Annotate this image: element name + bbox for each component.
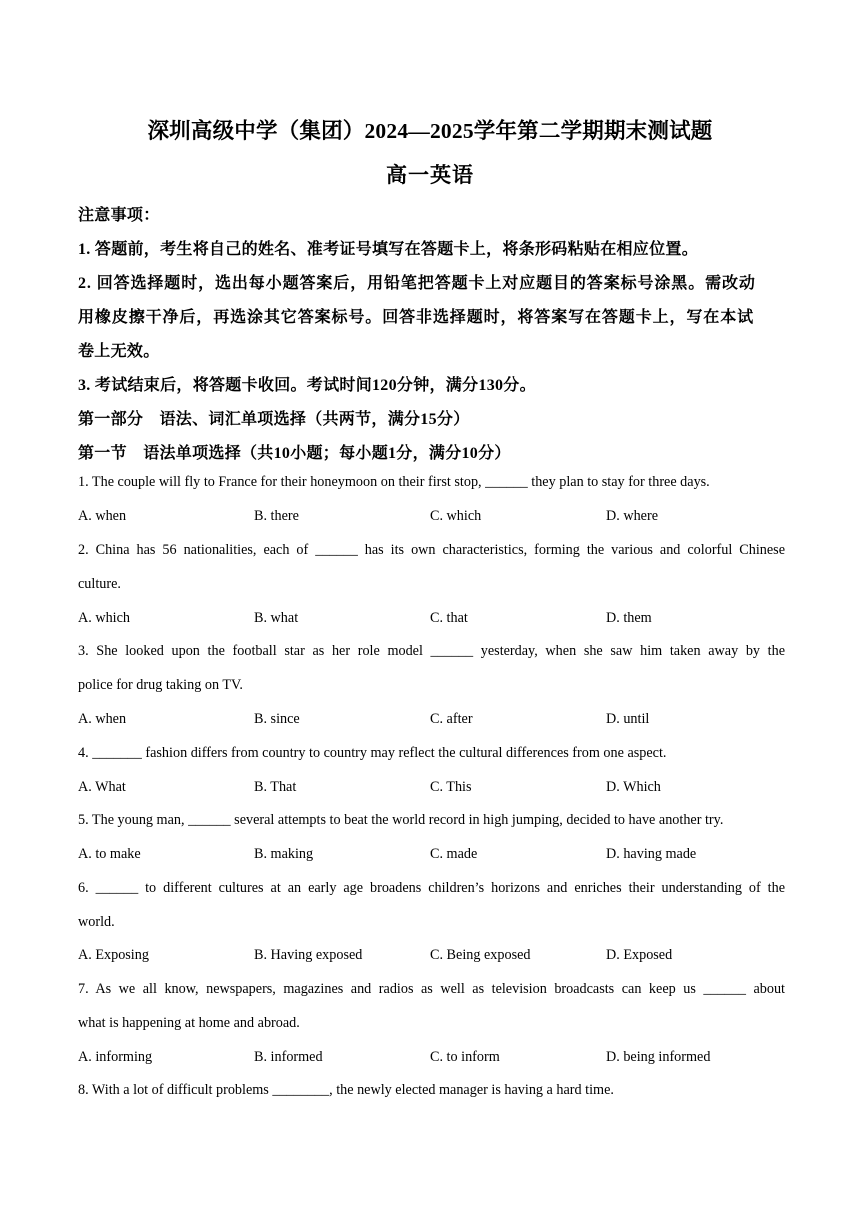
option-c: C. that (430, 610, 468, 626)
notes-heading: 注意事项： (78, 207, 160, 224)
option-a: A. Exposing (78, 947, 149, 963)
question-stem: 6. ______ to different cultures at an early age broadens children’s horizons and enriches their understanding of the (78, 880, 785, 896)
option-d: D. Exposed (606, 947, 673, 963)
question-stem-continued: police for drug taking on TV. (78, 677, 243, 693)
section-heading: 第一节 语法单项选择（共10小题；每小题1分，满分10分） (78, 445, 511, 462)
question-stem: 5. The young man, ______ several attempts to beat the world record in high jumping, decided to have another try. (78, 812, 724, 828)
option-c: C. made (430, 846, 478, 862)
option-d: D. having made (606, 846, 697, 862)
answer-options (78, 779, 786, 799)
option-c: C. to inform (430, 1049, 500, 1065)
option-b: B. there (254, 508, 299, 524)
option-a: A. to make (78, 846, 141, 862)
question-stem: 7. As we all know, newspapers, magazines and radios as well as television broadcasts can keep us ______ about (78, 981, 785, 997)
part-heading: 第一部分 语法、词汇单项选择（共两节，满分15分） (78, 411, 470, 428)
option-d: D. them (606, 610, 652, 626)
option-c: C. which (430, 508, 482, 524)
question-stem: 4. _______ fashion differs from country to country may reflect the cultural differences from one aspect. (78, 745, 667, 761)
note-item: 1. 答题前，考生将自己的姓名、准考证号填写在答题卡上，将条形码粘贴在相应位置。 (78, 241, 699, 258)
option-b: B. informed (254, 1049, 323, 1065)
subject-title: 高一英语 (386, 163, 474, 187)
option-c: C. Being exposed (430, 947, 531, 963)
option-a: A. when (78, 508, 127, 524)
option-a: A. informing (78, 1049, 153, 1065)
answer-options (78, 711, 786, 731)
option-c: C. after (430, 711, 473, 727)
answer-options (78, 508, 786, 528)
answer-options (78, 610, 786, 630)
option-a: A. What (78, 779, 126, 795)
note-item: 3. 考试结束后，将答题卡收回。考试时间120分钟，满分130分。 (78, 377, 536, 394)
option-b: B. Having exposed (254, 947, 363, 963)
option-d: D. where (606, 508, 658, 524)
option-d: D. being informed (606, 1049, 711, 1065)
question-stem: 2. China has 56 nationalities, each of ______ has its own characteristics, forming the various and colorful Chinese (78, 542, 785, 558)
answer-options (78, 947, 786, 967)
note-item: 用橡皮擦干净后，再选涂其它答案标号。回答非选择题时，将答案写在答题卡上，写在本试 (78, 309, 755, 326)
answer-options (78, 846, 786, 866)
option-b: B. That (254, 779, 297, 795)
option-a: A. when (78, 711, 127, 727)
option-c: C. This (430, 779, 472, 795)
answer-options (78, 1049, 786, 1069)
option-d: D. until (606, 711, 650, 727)
option-d: D. Which (606, 779, 661, 795)
question-stem-continued: world. (78, 914, 115, 930)
option-b: B. making (254, 846, 314, 862)
option-b: B. since (254, 711, 300, 727)
question-stem-continued: what is happening at home and abroad. (78, 1015, 300, 1031)
note-item: 卷上无效。 (78, 343, 160, 360)
question-stem: 8. With a lot of difficult problems ________, the newly elected manager is having a hard time. (78, 1082, 614, 1098)
option-b: B. what (254, 610, 299, 626)
question-stem: 1. The couple will fly to France for their honeymoon on their first stop, ______ they plan to stay for three days. (78, 474, 710, 490)
question-stem-continued: culture. (78, 576, 121, 592)
question-stem: 3. She looked upon the football star as her role model ______ yesterday, when she saw him taken away by the (78, 643, 785, 659)
note-item: 2. 回答选择题时，选出每小题答案后，用铅笔把答题卡上对应题目的答案标号涂黑。需改动 (78, 275, 756, 292)
option-a: A. which (78, 610, 131, 626)
exam-title: 深圳高级中学（集团）2024—2025学年第二学期期末测试题 (147, 119, 713, 143)
